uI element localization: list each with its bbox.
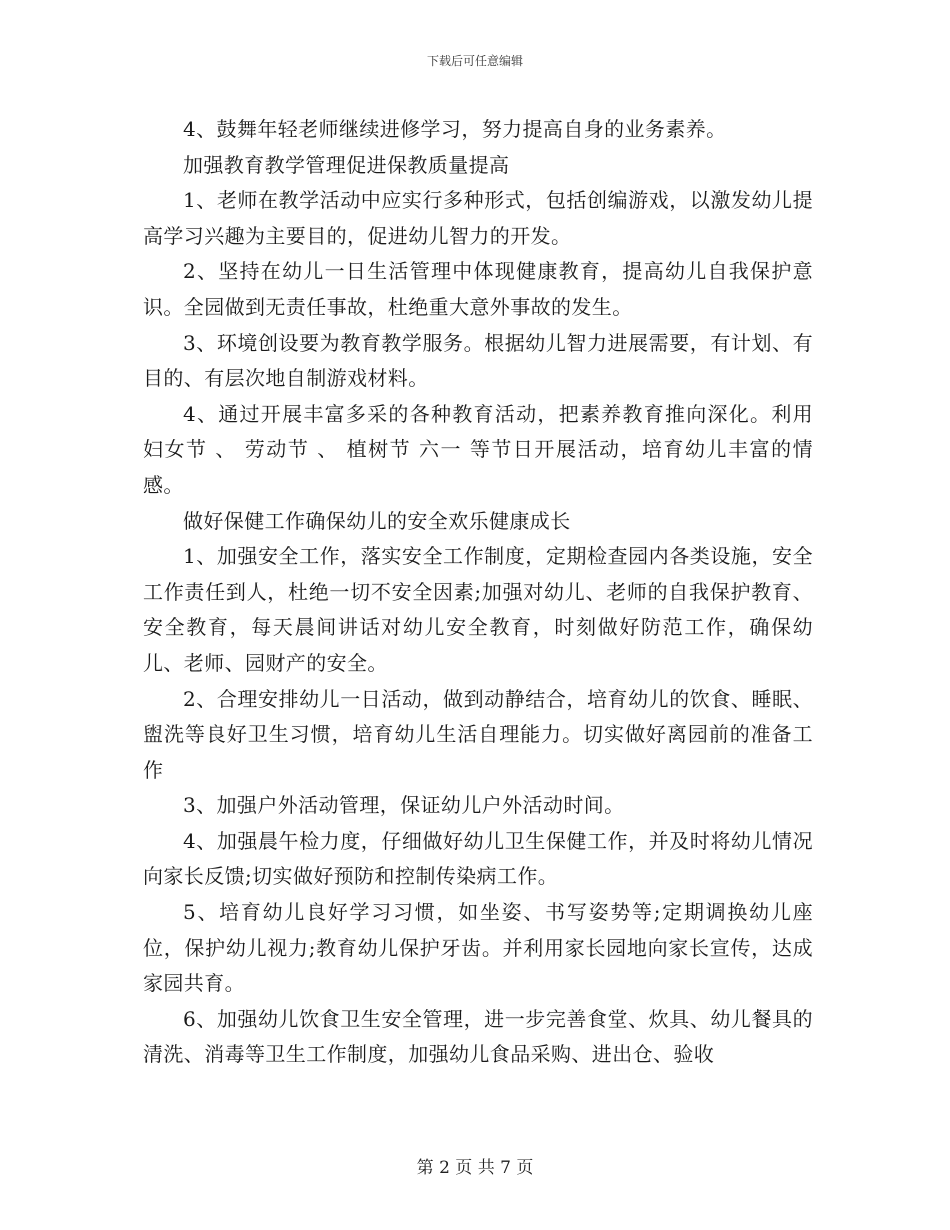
paragraph: 6、加强幼儿饮食卫生安全管理，进一步完善食堂、炊具、幼儿餐具的清洗、消毒等卫生工作制度，加强幼儿食品采购、进出仓、验收: [143, 1006, 813, 1067]
paragraph: 4、加强晨午检力度，仔细做好幼儿卫生保健工作，并及时将幼儿情况向家长反馈;切实做好预防和控制传染病工作。: [143, 828, 813, 889]
paragraph: 5、培育幼儿良好学习习惯，如坐姿、书写姿势等;定期调换幼儿座位，保护幼儿视力;教育幼儿保护牙齿。并利用家长园地向家长宣传，达成家园共育。: [143, 900, 813, 996]
paragraph: 3、环境创设要为教育教学服务。根据幼儿智力进展需要，有计划、有目的、有层次地自制游戏材料。: [143, 330, 813, 391]
section-heading: 做好保健工作确保幼儿的安全欢乐健康成长: [183, 508, 571, 533]
paragraph: 4、通过开展丰富多采的各种教育活动，把素养教育推向深化。利用 妇女节 、 劳动节 、 植树节 六一 等节日开展活动，培育幼儿丰富的情感。: [143, 401, 813, 497]
paragraph: 4、鼓舞年轻老师继续进修学习，努力提高自身的业务素养。: [183, 117, 727, 141]
paragraph: 3、加强户外活动管理，保证幼儿户外活动时间。: [183, 793, 625, 818]
document-body: [143, 112, 813, 1073]
paragraph: 1、老师在教学活动中应实行多种形式，包括创编游戏，以激发幼儿提高学习兴趣为主要目的，促进幼儿智力的开发。: [143, 188, 813, 248]
section-heading: 加强教育教学管理促进保教质量提高: [183, 152, 510, 177]
page-number: 第 2 页 共 7 页: [416, 1158, 534, 1178]
paragraph: 2、合理安排幼儿一日活动，做到动静结合，培育幼儿的饮食、睡眠、盥洗等良好卫生习惯，培育幼儿生活自理能力。切实做好离园前的准备工作: [143, 686, 813, 782]
paragraph: 2、坚持在幼儿一日生活管理中体现健康教育，提高幼儿自我保护意识。全园做到无责任事故，杜绝重大意外事故的发生。: [143, 259, 813, 319]
paragraph: 1、加强安全工作，落实安全工作制度，定期检查园内各类设施，安全工作责任到人，杜绝一切不安全因素;加强对幼儿、老师的自我保护教育、安全教育，每天晨间讲话对幼儿安全教育，时刻做好防范工作，确保幼儿、老师、园财产的安全。: [143, 544, 813, 675]
page-header-note: 下载后可任意编辑: [426, 54, 523, 68]
